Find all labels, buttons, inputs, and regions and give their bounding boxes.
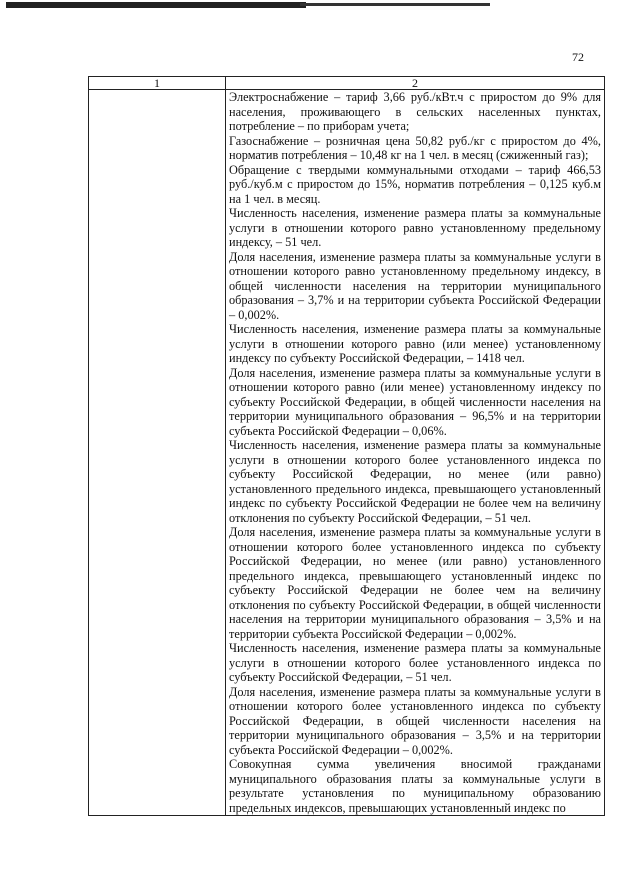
paragraph-waste: Обращение с твердыми коммунальными отходами – тариф 466,53 руб./куб.м с приростом до 15%, норматив потребления – 0,125 куб.м на 1 чел. в месяц. [229, 162, 601, 206]
paragraph-population-le-regional: Численность населения, изменение размера платы за коммунальные услуги в отношении которого равно (или менее) установленному индексу по субъекту Российской Федерации, – 1418 чел. [229, 322, 601, 365]
page-number: 72 [572, 50, 584, 64]
column-header-1: 1 [89, 77, 226, 90]
table-body-row [89, 90, 605, 816]
paragraph-gas: Газоснабжение – розничная цена 50,82 руб./кг с приростом до 4%, норматив потребления – 10,48 кг на 1 чел. в месяц (сжиженный газ); [229, 133, 601, 162]
paragraph-population-between: Численность населения, изменение размера платы за коммунальные услуги в отношении которого более установленного индекса по субъекту Российской Федерации, но менее (или равно) установленного предельного индекса, превышающего установленный индекс по субъекту Российской Федерации не более чем на величину отклонения по субъекту Российской Федерации, – 51 чел. [229, 438, 601, 525]
paragraph-population-above-regional: Численность населения, изменение размера платы за коммунальные услуги в отношении которого более установленного индекса по субъекту Российской Федерации, – 51 чел. [229, 641, 601, 684]
document-table [88, 76, 605, 816]
paragraph-electricity: Электроснабжение – тариф 3,66 руб./кВт.ч с приростом до 9% для населения, проживающего в сельских населенных пунктах, потребление – по приборам учета; [229, 90, 601, 133]
paragraph-total-increase: Совокупная сумма увеличения вносимой гражданами муниципального образования платы за коммунальные услуги в результате установления по муниципальному образованию предельных индексов, превышающих установленный индекс по [229, 757, 601, 815]
scan-artifact-bar [6, 2, 306, 8]
paragraph-share-le-regional: Доля населения, изменение размера платы за коммунальные услуги в отношении которого равно (или менее) установленному индексу по субъекту Российской Федерации, в общей численности населения на территории муниципального образования – 96,5% и на территории субъекта Российской Федерации – 0,06%. [229, 365, 601, 438]
paragraph-share-above-regional: Доля населения, изменение размера платы за коммунальные услуги в отношении которого более установленного индекса по субъекту Российской Федерации, в общей численности населения на территории муниципального образования – 3,5% и на территории субъекта Российской Федерации – 0,002%. [229, 684, 601, 757]
scan-artifact-bar [300, 3, 490, 6]
empty-left-cell [89, 90, 226, 816]
paragraph-share-equal-limit: Доля населения, изменение размера платы за коммунальные услуги в отношении которого равно установленному предельному индексу, в общей численности населения на территории муниципального образования – 3,7% и на территории субъекта Российской Федерации – 0,002%. [229, 249, 601, 322]
table-header-row [89, 77, 605, 90]
paragraph-share-between: Доля населения, изменение размера платы за коммунальные услуги в отношении которого более установленного индекса по субъекту Российской Федерации, но менее (или равно) установленного предельного индекса, превышающего установленный индекс по субъекту Российской Федерации не более чем на величину отклонения по субъекту Российской Федерации, в общей численности населения на территории муниципального образования – 3,5% и на территории субъекта Российской Федерации – 0,002%. [229, 525, 601, 641]
paragraph-population-equal-limit: Численность населения, изменение размера платы за коммунальные услуги в отношении которого равно установленному предельному индексу, – 51 чел. [229, 206, 601, 249]
text-cell [226, 90, 605, 816]
column-header-2: 2 [226, 77, 605, 90]
